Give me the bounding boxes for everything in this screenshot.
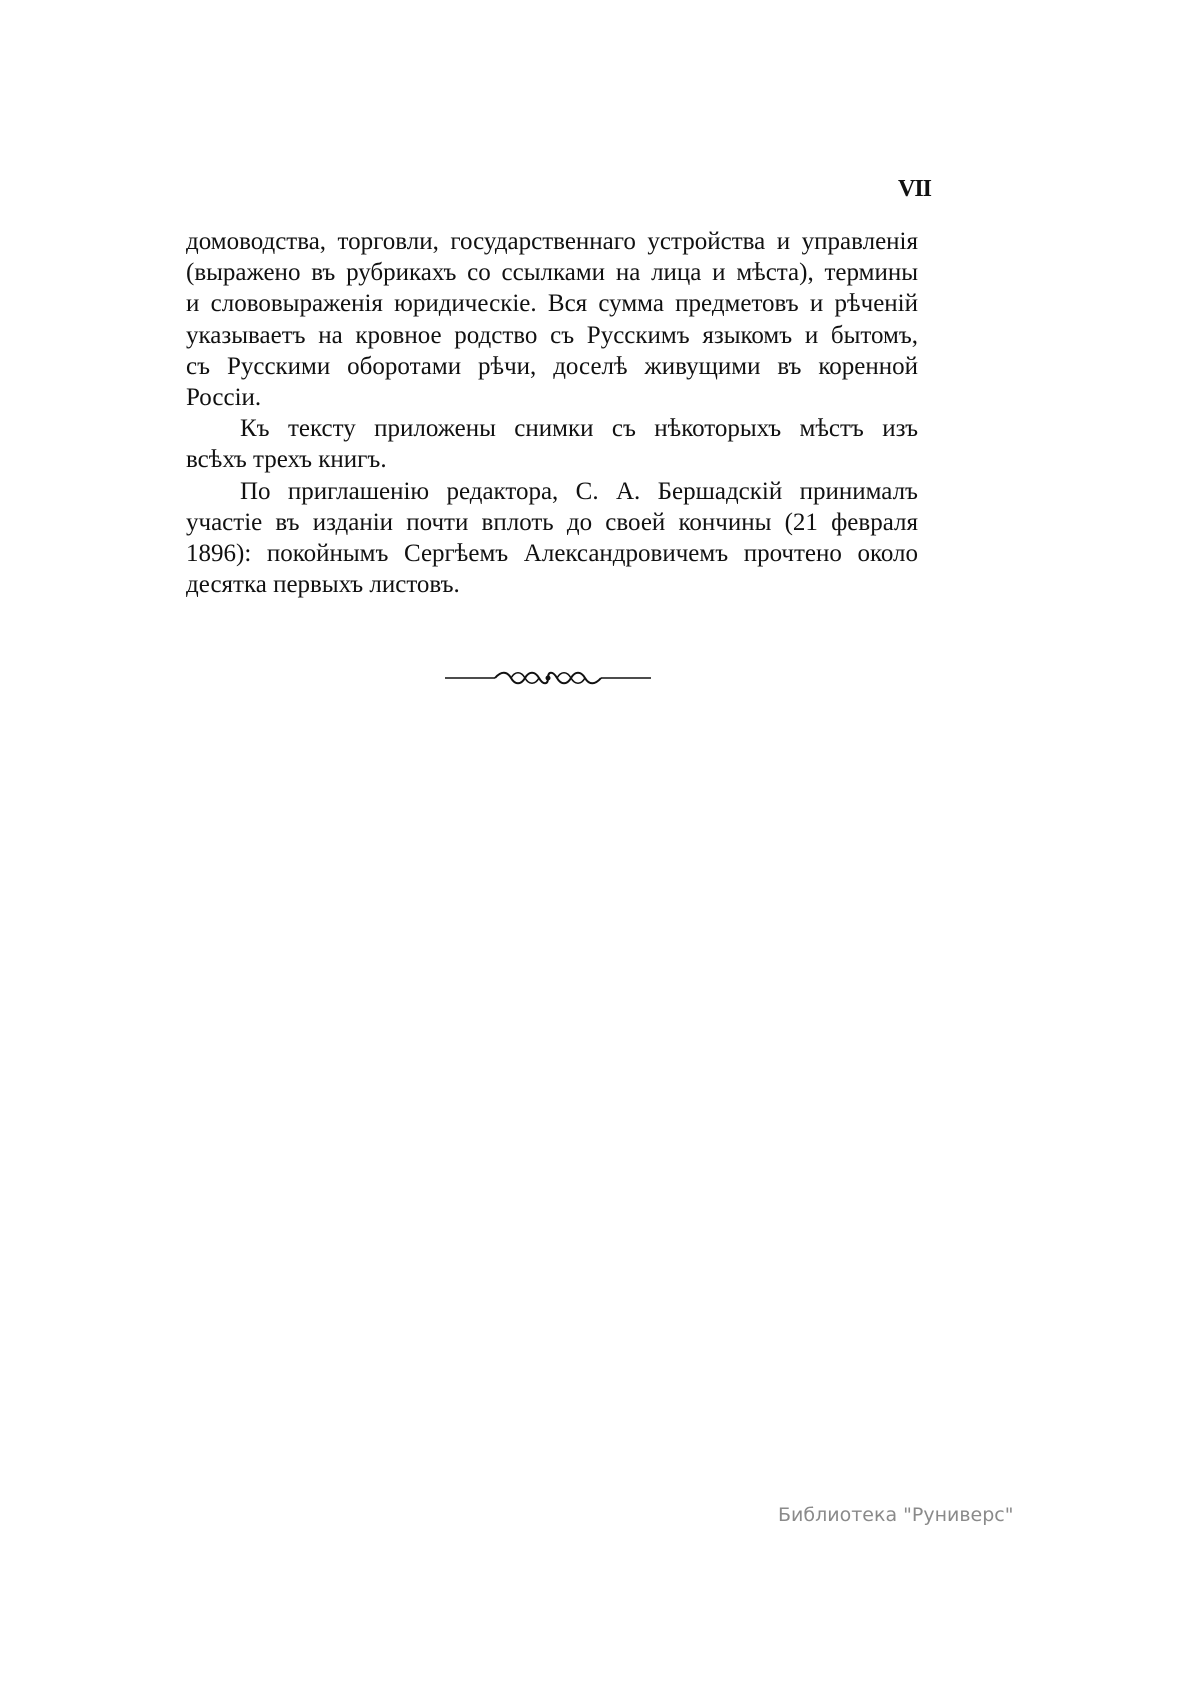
text-line: (выражено въ рубрикахъ со ссылками на лица и мѣста), термины [186, 259, 918, 287]
text-line: и слововыраженія юридическіе. Вся сумма предметовъ и рѣченій [186, 290, 918, 318]
text-line: По приглашенію редактора, С. А. Бершадскій принималъ [240, 477, 918, 505]
page-number: VII [898, 176, 932, 202]
text-line: съ Русскими оборотами рѣчи, доселѣ живущими въ коренной [186, 352, 918, 380]
ornament-divider-icon [445, 668, 651, 688]
text-line: всѣхъ трехъ книгъ. [186, 446, 387, 474]
text-line: Россіи. [186, 383, 262, 411]
text-line: участіе въ изданіи почти вплоть до своей кончины (21 февраля [186, 508, 918, 536]
text-line: Къ тексту приложены снимки съ нѣкоторыхъ мѣстъ изъ [240, 415, 918, 443]
body-text [186, 226, 918, 600]
text-line: десятка первыхъ листовъ. [186, 571, 460, 599]
text-line: домоводства, торговли, государственнаго устройства и управленія [186, 228, 918, 255]
text-line: указываетъ на кровное родство съ Русскимъ языкомъ и бытомъ, [186, 321, 918, 349]
library-watermark: Библиотека "Руниверс" [778, 1504, 1014, 1526]
text-line: 1896): покойнымъ Сергѣемъ Александровичемъ прочтено около [186, 539, 918, 567]
